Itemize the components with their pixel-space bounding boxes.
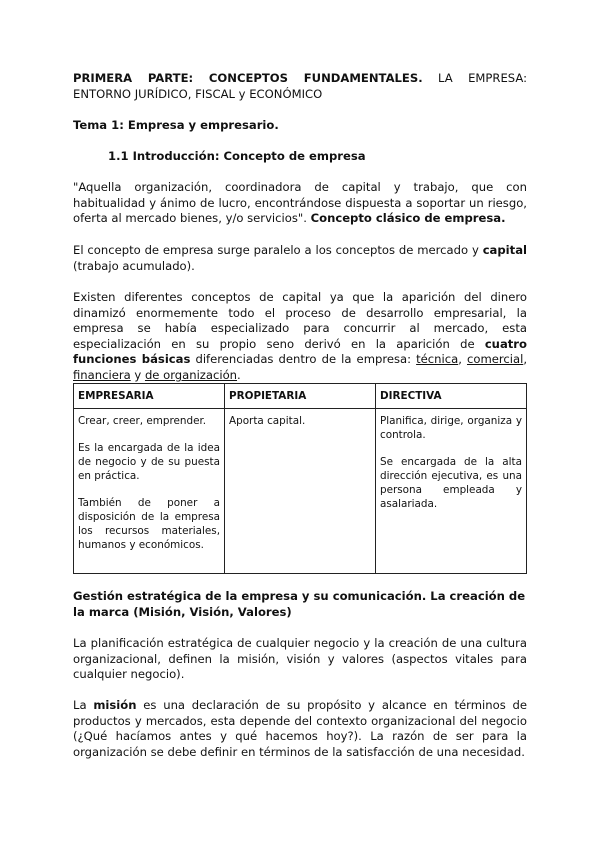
function-financiera: financiera	[73, 367, 131, 382]
capital-paragraph	[73, 243, 527, 274]
header-propietaria: PROPIETARIA	[225, 384, 376, 409]
tema-title: Tema 1: Empresa y empresario.	[73, 118, 279, 132]
mision-pre: La	[73, 698, 94, 712]
gestion-title: Gestión estratégica de la empresa y su comunicación. La creación de la marca (Misión, Visión, Valores)	[73, 589, 526, 619]
cell-empresaria	[74, 409, 225, 574]
cell-text: Es la encargada de la idea de negocio y de su puesta en práctica.	[78, 442, 220, 482]
existen-text: Existen diferentes conceptos de capital ya que la aparición del dinero dinamizó enormemente todo el proceso de desarrollo empresarial, la empresa se había especializado para concurrir al mercado, esta especialización en su propio seno derivó en la aparición de	[73, 290, 527, 351]
mision-paragraph	[73, 698, 527, 760]
roles-table	[73, 383, 527, 574]
sep: .	[237, 367, 241, 382]
heading-bold: PRIMERA PARTE: CONCEPTOS FUNDAMENTALES.	[73, 71, 423, 85]
cell-directiva	[376, 409, 527, 574]
section-subtitle: 1.1 Introducción: Concepto de empresa	[108, 149, 366, 163]
header-empresaria: EMPRESARIA	[74, 384, 225, 409]
capital-text: El concepto de empresa surge paralelo a los conceptos de mercado y	[73, 243, 483, 257]
cell-text: Se encargada de la alta dirección ejecutiva, es una persona empleada y asalariada.	[380, 456, 522, 510]
cell-propietaria	[225, 409, 376, 574]
document-heading	[73, 71, 527, 102]
table-header-row	[74, 384, 527, 409]
sep: ,	[458, 352, 467, 367]
heading-rest: LA EMPRESA: ENTORNO JURÍDICO, FISCAL y ECONÓMICO	[73, 71, 527, 101]
table-row	[74, 409, 527, 574]
capital-bold: capital	[482, 243, 527, 257]
existen-bold: cuatro funciones básicas	[73, 336, 527, 367]
sep: ,	[523, 352, 527, 367]
function-comercial: comercial	[466, 352, 524, 367]
function-organizacion: de organización	[144, 367, 238, 382]
cell-text: Aporta capital.	[229, 415, 306, 427]
quote-paragraph	[73, 180, 527, 227]
planificacion-paragraph: La planificación estratégica de cualquier negocio y la creación de una cultura organizacional, definen la misión, visión y valores (aspectos vitales para cualquier negocio).	[73, 636, 527, 682]
mision-text: es una declaración de su propósito y alcance en términos de productos y mercados, esta depende del contexto organizacional del negocio (¿Qué hacíamos antes y qué hacemos hoy?). La razón de ser para la organización se debe definir en términos de la satisfacción de una necesidad.	[73, 698, 528, 759]
cell-text: Planifica, dirige, organiza y controla.	[380, 415, 522, 441]
quote-bold: Concepto clásico de empresa.	[310, 211, 506, 226]
existen-mid: diferenciadas dentro de la empresa:	[190, 352, 417, 367]
cell-text: También de poner a disposición de la empresa los recursos materiales, humanos y económicos.	[78, 497, 220, 551]
mision-bold: misión	[93, 698, 137, 712]
capital-rest: (trabajo acumulado).	[73, 258, 195, 273]
sep: y	[130, 367, 145, 382]
function-tecnica: técnica	[416, 352, 459, 367]
existen-paragraph	[73, 290, 527, 384]
quote-text: "Aquella organización, coordinadora de capital y trabajo, que con habitualidad y ánimo de lucro, encontrándose dispuesta a soportar un riesgo, oferta al mercado bienes, y/o servicios".	[73, 180, 527, 226]
cell-text: Crear, creer, emprender.	[78, 415, 207, 427]
header-directiva: DIRECTIVA	[376, 384, 527, 409]
